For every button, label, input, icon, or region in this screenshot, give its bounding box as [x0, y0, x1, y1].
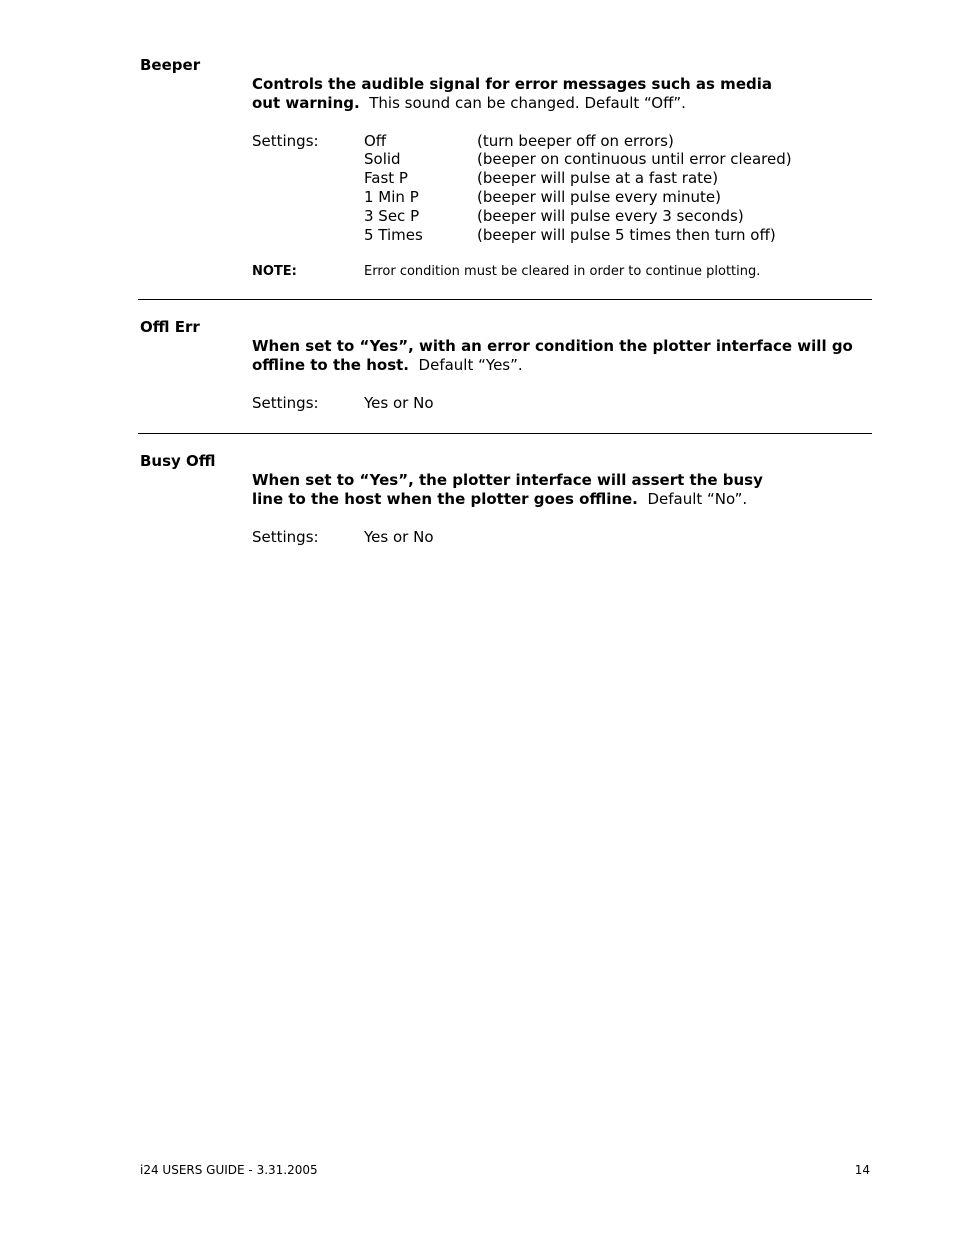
offl-err-settings-value: Yes or No: [364, 394, 434, 412]
beeper-option-value: 1 Min P: [364, 188, 419, 206]
footer-guide-title: i24 USERS GUIDE - 3.31.2005: [140, 1163, 318, 1177]
beeper-option-value: 5 Times: [364, 226, 423, 244]
offl-err-description-bold: When set to “Yes”, with an error condition the plotter interface will go offline to the host.: [252, 337, 853, 374]
busy-offl-description: [252, 471, 792, 509]
beeper-option-value: 3 Sec P: [364, 207, 420, 225]
beeper-option-explanation: (turn beeper off on errors): [477, 132, 674, 150]
beeper-option-explanation: (beeper on continuous until error cleared): [477, 150, 792, 168]
beeper-settings-label: Settings:: [252, 132, 319, 150]
beeper-option-value: Fast P: [364, 169, 408, 187]
beeper-description-bold: Controls the audible signal for error messages such as media out warning.: [252, 75, 772, 112]
beeper-option-explanation: (beeper will pulse 5 times then turn off): [477, 226, 776, 244]
busy-offl-settings-label: Settings:: [252, 528, 319, 546]
section-divider: [138, 433, 872, 434]
beeper-option-explanation: (beeper will pulse every 3 seconds): [477, 207, 744, 225]
beeper-option-value: Off: [364, 132, 387, 150]
offl-err-settings-label: Settings:: [252, 394, 319, 412]
offl-err-description: [252, 337, 867, 375]
note-text: Error condition must be cleared in order to continue plotting.: [364, 264, 761, 279]
busy-offl-settings-value: Yes or No: [364, 528, 434, 546]
offl-err-description-normal: Default “Yes”.: [418, 356, 523, 374]
beeper-heading: Beeper: [140, 56, 201, 74]
offl-err-heading: Offl Err: [140, 318, 200, 336]
page-number: 14: [854, 1163, 870, 1177]
beeper-option-value: Solid: [364, 150, 401, 168]
note-label: NOTE:: [252, 264, 297, 279]
beeper-option-explanation: (beeper will pulse every minute): [477, 188, 721, 206]
busy-offl-description-bold: When set to “Yes”, the plotter interface will assert the busy line to the host when the plotter goes offline.: [252, 471, 763, 508]
busy-offl-description-normal: Default “No”.: [647, 490, 748, 508]
beeper-description: [252, 75, 772, 113]
section-divider: [138, 299, 872, 300]
beeper-option-explanation: (beeper will pulse at a fast rate): [477, 169, 719, 187]
busy-offl-heading: Busy Offl: [140, 452, 216, 470]
beeper-description-normal: This sound can be changed. Default “Off”.: [369, 94, 686, 112]
